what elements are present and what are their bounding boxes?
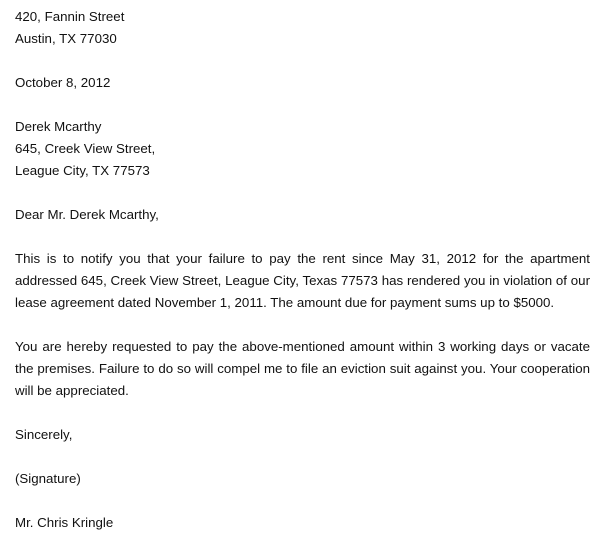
recipient-address	[15, 116, 590, 182]
recipient-name: Derek Mcarthy	[15, 119, 102, 134]
salutation: Dear Mr. Derek Mcarthy,	[15, 207, 159, 222]
recipient-street: 645, Creek View Street,	[15, 141, 156, 156]
body-paragraph-2: You are hereby requested to pay the above-mentioned amount within 3 working days or vacate the premises. Failure to do so will compel me to file an eviction suit against you. Your cooperation will be appreciated.	[15, 339, 590, 398]
sender-city: Austin, TX 77030	[15, 31, 117, 46]
recipient-city: League City, TX 77573	[15, 163, 150, 178]
signature-placeholder: (Signature)	[15, 471, 81, 486]
sender-address	[15, 6, 590, 50]
spacer	[15, 226, 590, 248]
letter-date: October 8, 2012	[15, 75, 111, 90]
spacer	[15, 314, 590, 336]
spacer	[15, 490, 590, 512]
spacer	[15, 446, 590, 468]
eviction-letter	[15, 6, 590, 534]
spacer	[15, 182, 590, 204]
spacer	[15, 94, 590, 116]
signer-name: Mr. Chris Kringle	[15, 515, 114, 530]
spacer	[15, 50, 590, 72]
body-paragraph-1: This is to notify you that your failure to pay the rent since May 31, 2012 for the apartment addressed 645, Creek View Street, League City, Texas 77573 has rendered you in violation of our lease agreement dated November 1, 2011. The amount due for payment sums up to $5000.	[15, 251, 590, 310]
closing: Sincerely,	[15, 427, 73, 442]
spacer	[15, 402, 590, 424]
sender-street: 420, Fannin Street	[15, 9, 125, 24]
